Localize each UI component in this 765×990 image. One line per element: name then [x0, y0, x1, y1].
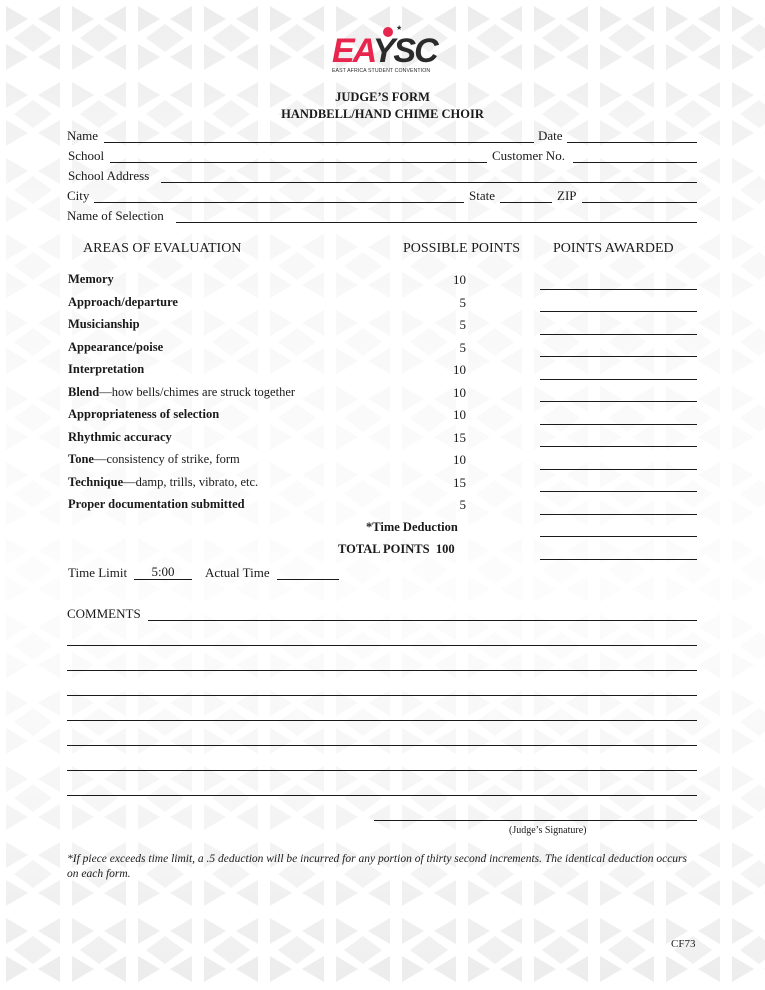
city-field[interactable] — [94, 202, 464, 203]
criterion-rhythmic-accuracy — [68, 430, 172, 445]
criterion-name: Rhythmic accuracy — [68, 430, 172, 444]
actual-time-label: Actual Time — [205, 565, 270, 580]
criterion-name: Technique — [68, 475, 124, 489]
comments-line-5[interactable] — [67, 720, 697, 721]
awarded-field-rhythmic-accuracy[interactable] — [540, 446, 697, 447]
criterion-desc: —how bells/chimes are struck together — [99, 385, 296, 399]
form-title: JUDGE’S FORM — [335, 90, 430, 104]
possible-points-header: POSSIBLE POINTS — [403, 241, 521, 256]
total-points-value: 100 — [435, 542, 455, 556]
comments-line-6[interactable] — [67, 745, 697, 746]
criterion-name: Memory — [68, 272, 114, 286]
criterion-name: Blend — [68, 385, 100, 399]
state-label: State — [469, 188, 495, 203]
total-points-row — [338, 542, 455, 557]
possible-points-appearance-poise: 5 — [459, 340, 466, 355]
criterion-technique — [68, 475, 258, 490]
total-points-field[interactable] — [540, 559, 697, 560]
areas-of-evaluation-header: AREAS OF EVALUATION — [83, 241, 242, 256]
name-field[interactable] — [104, 142, 534, 143]
customer-no-label: Customer No. — [492, 148, 565, 163]
logo-letters-sc: SC — [393, 32, 437, 70]
comments-line-7[interactable] — [67, 770, 697, 771]
criterion-name: Musicianship — [68, 317, 140, 331]
logo-letter-y: Y — [372, 32, 394, 70]
date-label: Date — [538, 128, 563, 143]
possible-points-approach-departure: 5 — [459, 295, 466, 310]
logo-letters-ea: EA — [332, 32, 373, 70]
judge-signature-field[interactable] — [374, 820, 697, 821]
actual-time-field[interactable] — [277, 579, 339, 580]
criterion-name: Tone — [68, 452, 94, 466]
possible-points-appropriateness: 10 — [453, 407, 466, 422]
comments-line-4[interactable] — [67, 695, 697, 696]
comments-label: COMMENTS — [67, 606, 141, 621]
awarded-field-blend[interactable] — [540, 401, 697, 402]
comments-line-1[interactable] — [148, 620, 697, 621]
name-of-selection-field[interactable] — [176, 222, 697, 223]
customer-no-field[interactable] — [573, 162, 697, 163]
criterion-approach-departure — [68, 295, 178, 310]
criterion-tone — [68, 452, 240, 467]
possible-points-documentation: 5 — [459, 497, 466, 512]
criterion-desc: —damp, trills, vibrato, etc. — [123, 475, 259, 489]
time-limit-value: 5:00 — [134, 565, 192, 580]
awarded-field-technique[interactable] — [540, 491, 697, 492]
logo-wordmark — [332, 34, 437, 68]
criterion-musicianship — [68, 317, 140, 332]
possible-points-memory: 10 — [453, 272, 466, 287]
logo-star-icon: ★ — [396, 24, 403, 32]
eaysc-logo — [332, 26, 438, 78]
points-awarded-header: POINTS AWARDED — [553, 241, 674, 256]
criterion-name: Appearance/poise — [68, 340, 164, 354]
time-deduction-footnote: *If piece exceeds time limit, a .5 deduction will be incurred for any portion of thirty second increments. The identical deduction occurs on each form. — [67, 853, 688, 880]
awarded-field-tone[interactable] — [540, 469, 697, 470]
possible-points-technique: 15 — [453, 475, 466, 490]
criterion-interpretation — [68, 362, 144, 377]
form-subtitle: HANDBELL/HAND CHIME CHOIR — [281, 107, 484, 121]
awarded-field-approach-departure[interactable] — [540, 311, 697, 312]
form-code: CF73 — [671, 938, 696, 950]
awarded-field-memory[interactable] — [540, 289, 697, 290]
criterion-name: Approach/departure — [68, 295, 178, 309]
logo-subtitle: EAST AFRICA STUDENT CONVENTION — [332, 68, 431, 74]
awarded-field-documentation[interactable] — [540, 514, 697, 515]
criterion-name: Proper documentation submitted — [68, 497, 245, 511]
criterion-name: Appropriateness of selection — [68, 407, 220, 421]
comments-line-3[interactable] — [67, 670, 697, 671]
criterion-appearance-poise — [68, 340, 163, 355]
possible-points-tone: 10 — [453, 452, 466, 467]
time-limit-label: Time Limit — [68, 565, 128, 580]
possible-points-interpretation: 10 — [453, 362, 466, 377]
comments-line-8[interactable] — [67, 795, 697, 796]
criterion-desc: —consistency of strike, form — [93, 452, 240, 466]
comments-line-2[interactable] — [67, 645, 697, 646]
judge-signature-label: (Judge’s Signature) — [509, 825, 587, 836]
school-field[interactable] — [110, 162, 487, 163]
state-field[interactable] — [500, 202, 552, 203]
name-of-selection-label: Name of Selection — [67, 208, 164, 223]
zip-field[interactable] — [582, 202, 697, 203]
name-label: Name — [67, 128, 99, 143]
total-points-label: TOTAL POINTS — [338, 542, 430, 556]
awarded-field-interpretation[interactable] — [540, 379, 697, 380]
criterion-name: Interpretation — [68, 362, 145, 376]
school-address-label: School Address — [68, 168, 150, 183]
city-label: City — [67, 188, 90, 203]
possible-points-musicianship: 5 — [459, 317, 466, 332]
school-address-field[interactable] — [161, 182, 697, 183]
possible-points-rhythmic-accuracy: 15 — [453, 430, 466, 445]
criterion-memory — [68, 272, 114, 287]
criterion-blend — [68, 385, 295, 400]
time-deduction-label: *Time Deduction — [366, 520, 458, 534]
awarded-field-appropriateness[interactable] — [540, 424, 697, 425]
criterion-appropriateness — [68, 407, 219, 422]
awarded-field-appearance-poise[interactable] — [540, 356, 697, 357]
criterion-documentation — [68, 497, 245, 512]
school-label: School — [68, 148, 105, 163]
date-field[interactable] — [567, 142, 697, 143]
time-deduction-field[interactable] — [540, 536, 697, 537]
zip-label: ZIP — [557, 188, 577, 203]
possible-points-blend: 10 — [453, 385, 466, 400]
awarded-field-musicianship[interactable] — [540, 334, 697, 335]
